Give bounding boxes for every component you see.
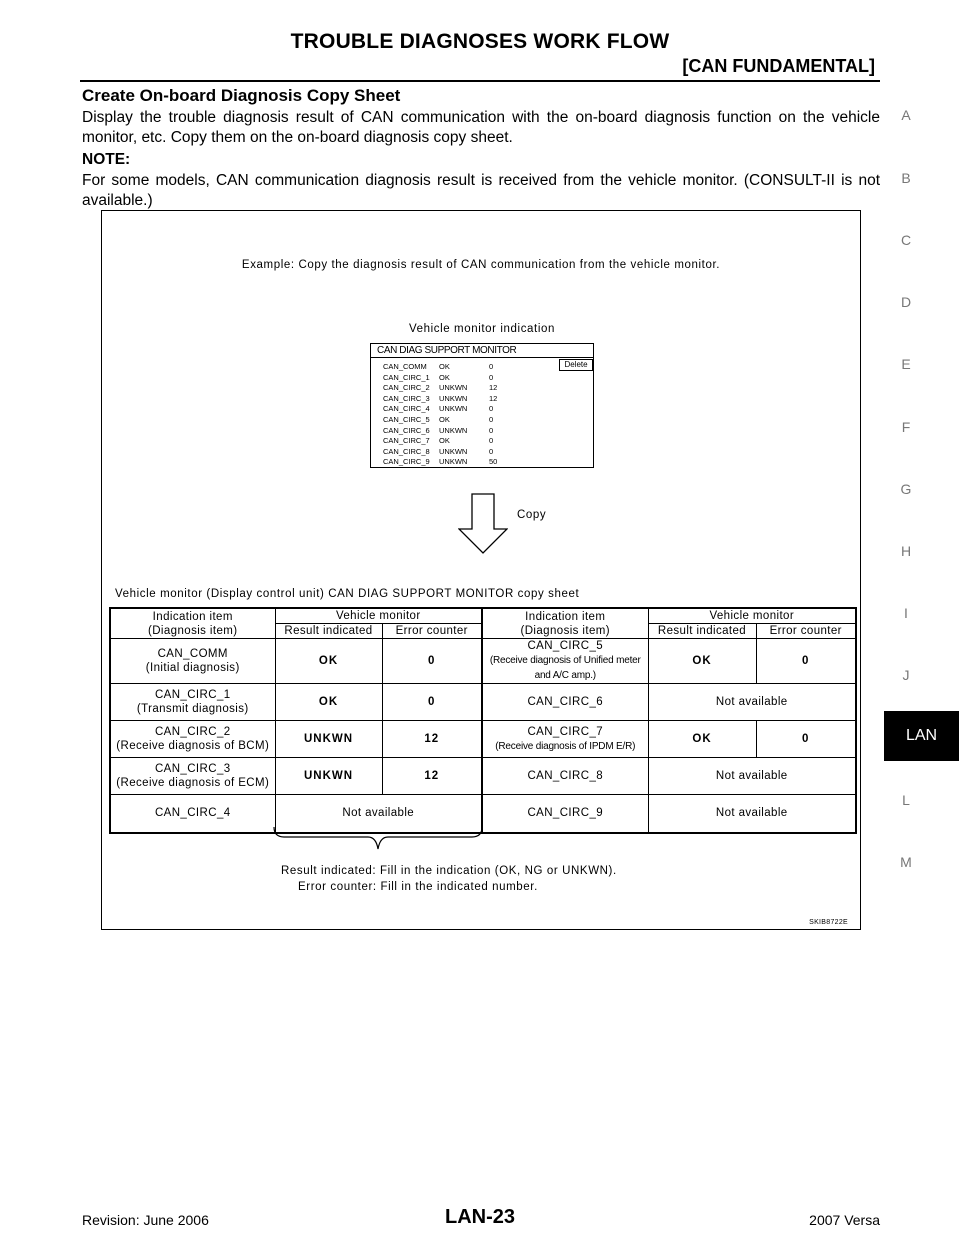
side-index-letter-b[interactable]: B	[901, 170, 911, 186]
result-cell[interactable]: OK	[275, 639, 382, 684]
side-index-letter-i[interactable]: I	[904, 605, 908, 621]
item-cell: CAN_CIRC_4	[110, 795, 275, 833]
side-index-letter-l[interactable]: L	[902, 792, 910, 808]
note-text: For some models, CAN communication diagnosis result is received from the vehicle monitor. (CONSULT-II is not available.)	[82, 172, 880, 209]
header-result-indicated: Result indicated	[648, 624, 756, 639]
side-index-letter-g[interactable]: G	[900, 481, 912, 497]
result-cell[interactable]: OK	[648, 721, 756, 758]
monitor-row: CAN_CIRC_8 UNKWN 0	[383, 446, 494, 456]
monitor-row: CAN_CIRC_1 OK 0	[383, 372, 494, 382]
vehicle-monitor-screen	[370, 343, 594, 468]
header-vehicle-monitor: Vehicle monitor	[648, 608, 856, 624]
page-header-subtitle: [CAN FUNDAMENTAL]	[682, 56, 875, 76]
item-cell: CAN_CIRC_9	[482, 795, 648, 833]
footer-revision: Revision: June 2006	[82, 1212, 209, 1228]
monitor-row: CAN_CIRC_7 OK 0	[383, 436, 494, 446]
side-index-letter-c[interactable]: C	[900, 232, 912, 248]
section-title: Create On-board Diagnosis Copy Sheet	[82, 86, 401, 105]
not-available-cell: Not available	[648, 795, 856, 833]
footer-model: 2007 Versa	[809, 1212, 880, 1228]
header-vehicle-monitor: Vehicle monitor	[275, 608, 482, 624]
side-index	[884, 0, 960, 1242]
monitor-row: CAN_CIRC_6 UNKWN 0	[383, 425, 494, 435]
header-rule	[80, 80, 880, 82]
delete-button[interactable]: Delete	[559, 359, 593, 371]
side-index-letter-h[interactable]: H	[900, 543, 912, 559]
header-error-counter: Error counter	[382, 624, 482, 639]
table-row	[110, 758, 856, 795]
error-cell[interactable]: 0	[756, 639, 856, 684]
item-cell: CAN_CIRC_1 (Transmit diagnosis)	[110, 684, 275, 721]
page-header-title: TROUBLE DIAGNOSES WORK FLOW	[290, 30, 670, 53]
error-cell[interactable]: 12	[382, 758, 482, 795]
footer-page-number: LAN-23	[444, 1206, 515, 1228]
error-cell[interactable]: 0	[382, 684, 482, 721]
monitor-row: CAN_CIRC_9 UNKWN 50	[383, 457, 498, 467]
item-cell: CAN_CIRC_2 (Receive diagnosis of BCM)	[110, 721, 275, 758]
note-label: NOTE:	[82, 151, 131, 168]
not-available-cell: Not available	[648, 684, 856, 721]
figure-id: SKIB8722E	[809, 919, 848, 926]
error-cell[interactable]: 12	[382, 721, 482, 758]
monitor-row: CAN_CIRC_2 UNKWN 12	[383, 383, 498, 393]
monitor-row: CAN_CIRC_4 UNKWN 0	[383, 404, 494, 414]
brace-note-error: Error counter: Fill in the indicated number.	[298, 881, 538, 893]
item-cell: CAN_CIRC_5 (Receive diagnosis of Unified meter and A/C amp.)	[482, 639, 648, 684]
side-index-letter-e[interactable]: E	[901, 356, 911, 372]
result-cell[interactable]: UNKWN	[275, 758, 382, 795]
monitor-caption: Vehicle monitor indication	[408, 323, 555, 335]
side-index-letter-f[interactable]: F	[901, 419, 911, 435]
side-index-letter-m[interactable]: M	[900, 854, 912, 870]
result-cell[interactable]: OK	[275, 684, 382, 721]
monitor-rows	[383, 362, 509, 468]
copy-sheet-table	[109, 607, 857, 834]
example-caption: Example: Copy the diagnosis result of CAN communication from the vehicle monitor.	[241, 259, 721, 271]
table-row	[110, 639, 856, 684]
header-indication-item: Indication item (Diagnosis item)	[110, 608, 275, 639]
copy-sheet-caption: Vehicle monitor (Display control unit) CAN DIAG SUPPORT MONITOR copy sheet	[115, 588, 580, 600]
brace-note-result: Result indicated: Fill in the indication (OK, NG or UNKWN).	[281, 865, 617, 877]
header-indication-item: Indication item (Diagnosis item)	[482, 608, 648, 639]
item-cell: CAN_CIRC_6	[482, 684, 648, 721]
table-row	[110, 721, 856, 758]
side-index-letter-d[interactable]: D	[900, 294, 912, 310]
not-available-cell: Not available	[275, 795, 482, 833]
copy-label: Copy	[517, 509, 547, 521]
monitor-row: CAN_CIRC_5 OK 0	[383, 414, 494, 424]
figure-copy-sheet	[101, 210, 861, 930]
monitor-row: CAN_CIRC_3 UNKWN 12	[383, 393, 498, 403]
side-index-letter-j[interactable]: J	[902, 667, 910, 683]
not-available-cell: Not available	[648, 758, 856, 795]
monitor-row: CAN_COMM OK 0	[383, 362, 494, 371]
side-index-letter-a[interactable]: A	[901, 107, 911, 123]
section-paragraph: Display the trouble diagnosis result of CAN communication with the on-board diagnosis function on the vehicle monitor, etc. Copy them on the on-board diagnosis copy sheet.	[82, 109, 880, 146]
result-cell[interactable]: OK	[648, 639, 756, 684]
item-cell: CAN_CIRC_8	[482, 758, 648, 795]
copy-arrow-icon	[458, 493, 508, 555]
monitor-header: CAN DIAG SUPPORT MONITOR	[371, 344, 593, 358]
item-cell: CAN_CIRC_3 (Receive diagnosis of ECM)	[110, 758, 275, 795]
item-cell: CAN_CIRC_7 (Receive diagnosis of IPDM E/R)	[482, 721, 648, 758]
error-cell[interactable]: 0	[382, 639, 482, 684]
result-cell[interactable]: UNKWN	[275, 721, 382, 758]
item-cell: CAN_COMM (Initial diagnosis)	[110, 639, 275, 684]
side-index-tab-lan[interactable]: LAN	[884, 711, 959, 761]
header-error-counter: Error counter	[756, 624, 856, 639]
table-row	[110, 684, 856, 721]
header-result-indicated: Result indicated	[275, 624, 382, 639]
error-cell[interactable]: 0	[756, 721, 856, 758]
brace-icon	[272, 825, 484, 853]
